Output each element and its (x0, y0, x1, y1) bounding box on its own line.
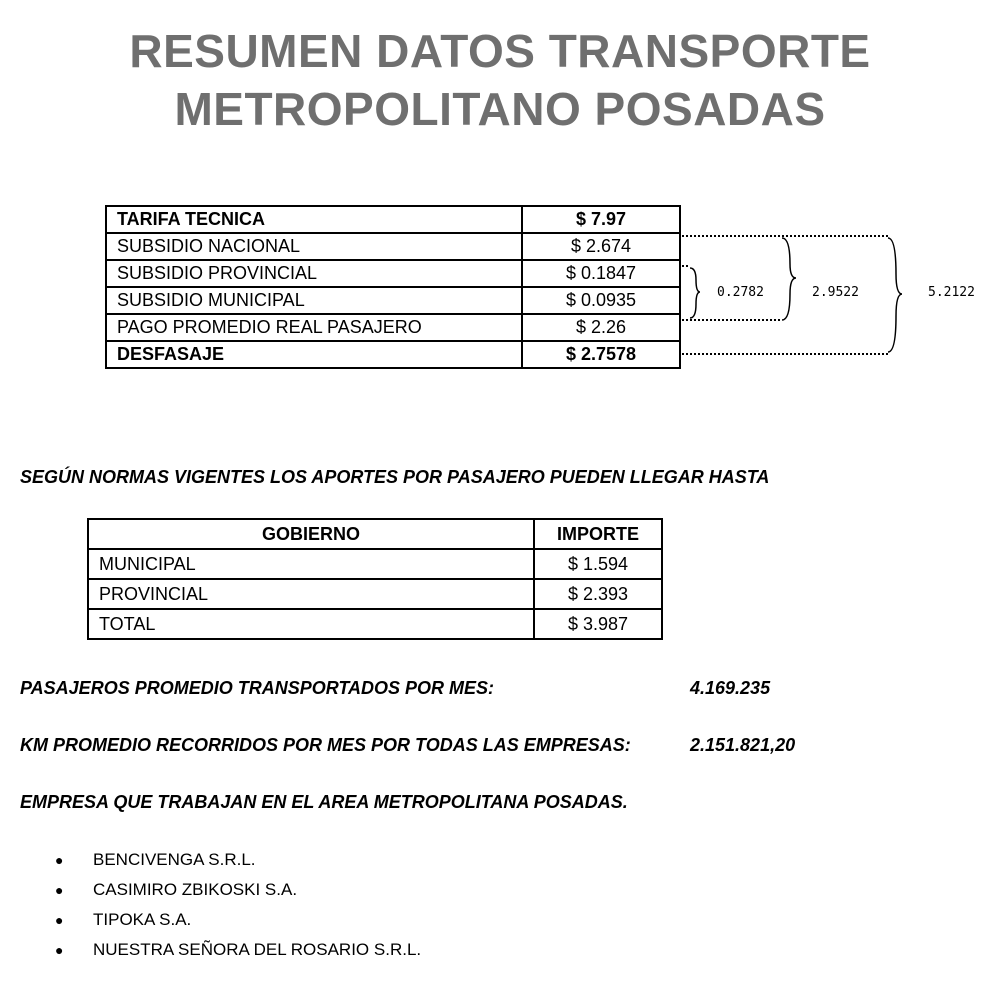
empresa-name: NUESTRA SEÑORA DEL ROSARIO S.R.L. (93, 940, 422, 959)
table-row (106, 314, 680, 341)
table-row (106, 233, 680, 260)
sum-total: 5.2122 (928, 285, 975, 300)
title-line-2: METROPOLITANO POSADAS (174, 83, 826, 135)
pasajeros-label: PASAJEROS PROMEDIO TRANSPORTADOS POR MES: (20, 678, 495, 698)
subsidio-municipal-value: $ 0.0935 (522, 287, 680, 314)
list-item (55, 845, 421, 875)
empresa-name: BENCIVENGA S.R.L. (93, 850, 256, 869)
bullet-icon: ● (55, 882, 64, 898)
total-label: TOTAL (88, 609, 534, 639)
tarifa-table (105, 205, 681, 369)
municipal-label: MUNICIPAL (88, 549, 534, 579)
empresas-list (55, 845, 421, 965)
subsidio-nacional-value: $ 2.674 (522, 233, 680, 260)
provincial-label: PROVINCIAL (88, 579, 534, 609)
empresa-name: TIPOKA S.A. (93, 910, 192, 929)
pasajeros-value: 4.169.235 (690, 678, 771, 698)
list-item (55, 905, 421, 935)
table-row (88, 549, 662, 579)
bullet-icon: ● (55, 912, 64, 928)
table-row (106, 260, 680, 287)
subsidio-provincial-label: SUBSIDIO PROVINCIAL (106, 260, 522, 287)
tarifa-tecnica-label: TARIFA TECNICA (106, 206, 522, 233)
table-header-row (88, 519, 662, 549)
brace-large (888, 238, 902, 352)
subsidio-provincial-value: $ 0.1847 (522, 260, 680, 287)
list-item (55, 875, 421, 905)
list-item (55, 935, 421, 965)
empresa-name: CASIMIRO ZBIKOSKI S.A. (93, 880, 298, 899)
brace-medium (782, 238, 796, 320)
km-label: KM PROMEDIO RECORRIDOS POR MES POR TODAS LAS EMPRESAS: (20, 735, 631, 755)
page-title (0, 22, 1000, 138)
table-row (106, 341, 680, 368)
table-row (88, 609, 662, 639)
sum-provincial-municipal: 0.2782 (717, 285, 764, 300)
sum-brackets (680, 228, 910, 360)
desfasaje-value: $ 2.7578 (522, 341, 680, 368)
empresas-heading: EMPRESA QUE TRABAJAN EN EL AREA METROPOLITANA POSADAS. (20, 792, 628, 812)
municipal-value: $ 1.594 (534, 549, 662, 579)
brace-small (690, 268, 700, 318)
total-value: $ 3.987 (534, 609, 662, 639)
desfasaje-label: DESFASAJE (106, 341, 522, 368)
tarifa-tecnica-value: $ 7.97 (522, 206, 680, 233)
pago-promedio-label: PAGO PROMEDIO REAL PASAJERO (106, 314, 522, 341)
table-row (106, 206, 680, 233)
normas-heading: SEGÚN NORMAS VIGENTES LOS APORTES POR PASAJERO PUEDEN LLEGAR HASTA (20, 467, 770, 487)
aportes-table (87, 518, 663, 640)
km-value: 2.151.821,20 (690, 735, 796, 755)
pago-promedio-value: $ 2.26 (522, 314, 680, 341)
importe-header: IMPORTE (534, 519, 662, 549)
gobierno-header: GOBIERNO (88, 519, 534, 549)
subsidio-municipal-label: SUBSIDIO MUNICIPAL (106, 287, 522, 314)
bullet-icon: ● (55, 942, 64, 958)
title-line-1: RESUMEN DATOS TRANSPORTE (129, 25, 871, 77)
subsidio-nacional-label: SUBSIDIO NACIONAL (106, 233, 522, 260)
bullet-icon: ● (55, 852, 64, 868)
provincial-value: $ 2.393 (534, 579, 662, 609)
sum-subsidies: 2.9522 (812, 285, 859, 300)
table-row (88, 579, 662, 609)
table-row (106, 287, 680, 314)
